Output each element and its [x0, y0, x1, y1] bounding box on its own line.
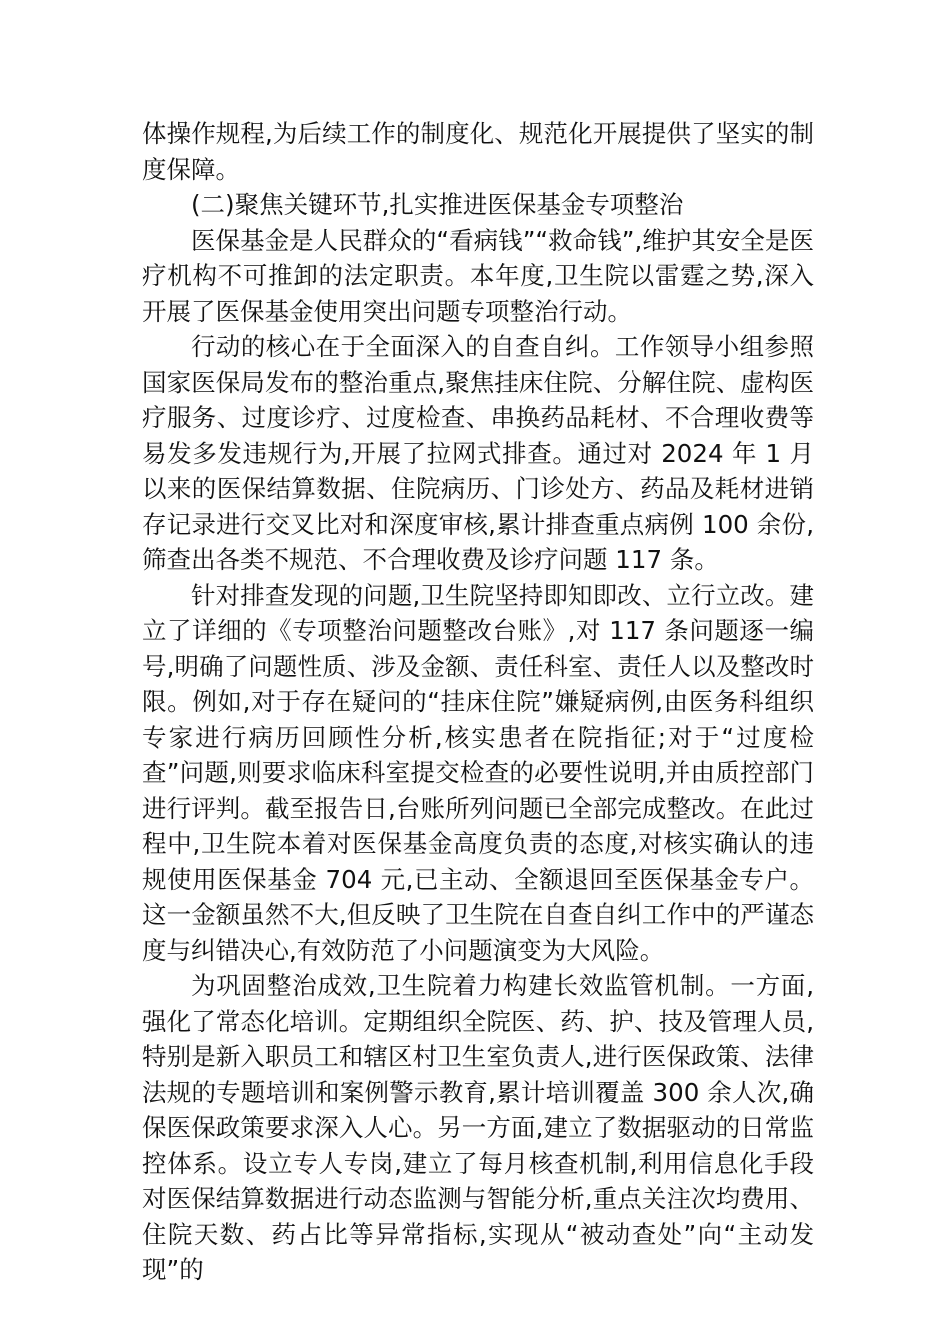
paragraph-self-inspection: 行动的核心在于全面深入的自查自纠。工作领导小组参照国家医保局发布的整治重点,聚焦挂床住院、分解住院、虚构医疗服务、过度诊疗、过度检查、串换药品耗材、不合理收费等易发多发违规行为,开展了拉网式排查。通过对 2024 年 1 月以来的医保结算数据、住院病历、门诊处方、药品及耗材进销存记录进行交叉比对和深度审核,累计排查重点病例 100 余份,筛查出各类不规范、不合理收费及诊疗问题 117 条。 — [142, 332, 814, 574]
paragraph-continuation: 体操作规程,为后续工作的制度化、规范化开展提供了坚实的制度保障。 — [142, 119, 814, 184]
document-page — [142, 116, 814, 1288]
section-heading: (二)聚焦关键环节,扎实推进医保基金专项整治 — [191, 190, 684, 219]
paragraph-intro: 医保基金是人民群众的“看病钱”“救命钱”,维护其安全是医疗机构不可推卸的法定职责。本年度,卫生院以雷霆之势,深入开展了医保基金使用突出问题专项整治行动。 — [142, 225, 814, 326]
paragraph-rectification: 针对排查发现的问题,卫生院坚持即知即改、立行立改。建立了详细的《专项整治问题整改台账》,对 117 条问题逐一编号,明确了问题性质、涉及金额、责任科室、责任人以及整改时限。例如,对于存在疑问的“挂床住院”嫌疑病例,由医务科组织专家进行病历回顾性分析,核实患者在院指征;对于“过度检查”问题,则要求临床科室提交检查的必要性说明,并由质控部门进行评判。截至报告日,台账所列问题已全部完成整改。在此过程中,卫生院本着对医保基金高度负责的态度,对核实确认的违规使用医保基金 704 元,已主动、全额退回至医保基金专户。这一金额虽然不大,但反映了卫生院在自查自纠工作中的严谨态度与纠错决心,有效防范了小问题演变为大风险。 — [142, 580, 814, 965]
paragraph-long-term-mechanism: 为巩固整治成效,卫生院着力构建长效监管机制。一方面,强化了常态化培训。定期组织全院医、药、护、技及管理人员,特别是新入职员工和辖区村卫生室负责人,进行医保政策、法律法规的专题培训和案例警示教育,累计培训覆盖 300 余人次,确保医保政策要求深入人心。另一方面,建立了数据驱动的日常监控体系。设立专人专岗,建立了每月核查机制,利用信息化手段对医保结算数据进行动态监测与智能分析,重点关注次均费用、住院天数、药占比等异常指标,实现从“被动查处”向“主动发现”的 — [142, 971, 814, 1284]
